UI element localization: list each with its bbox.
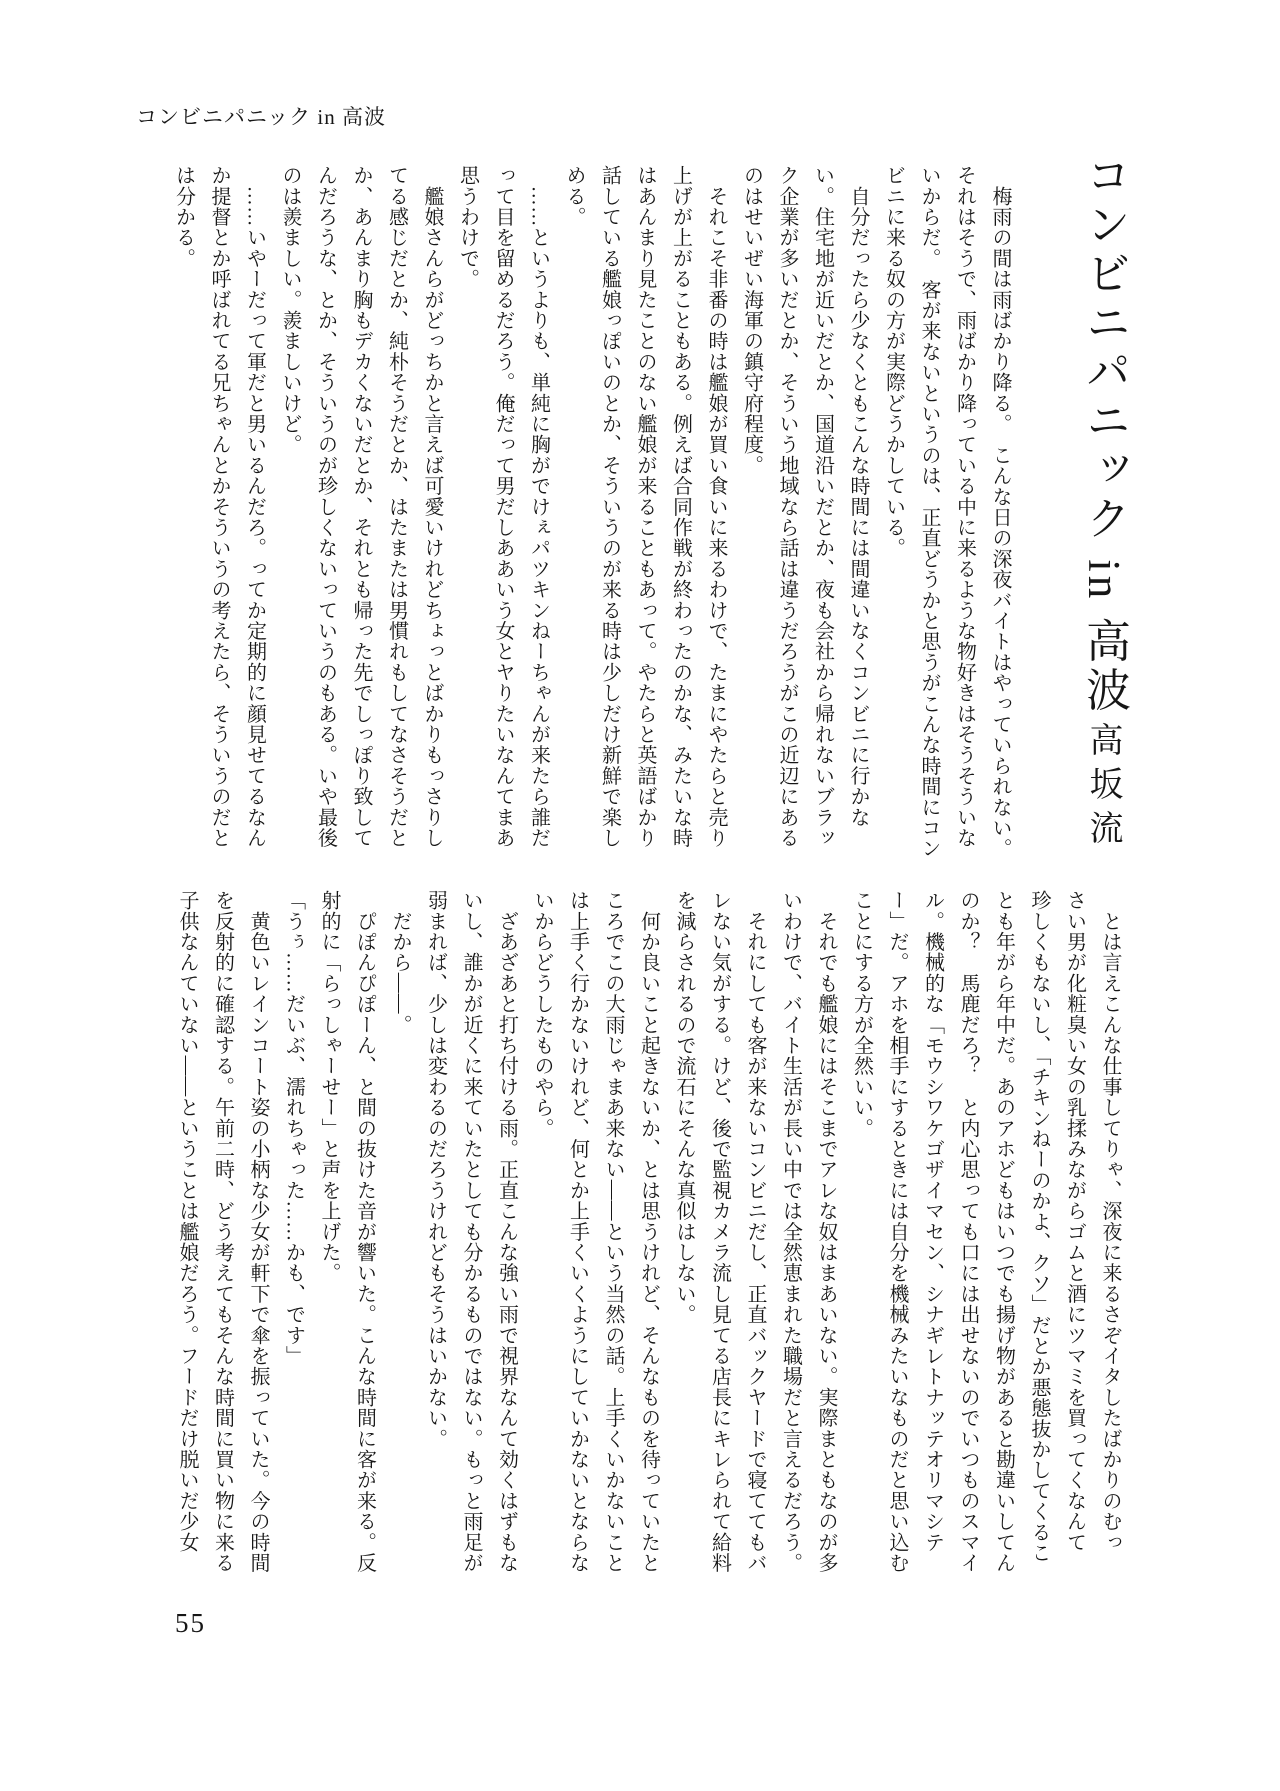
text-line: 上げが上がることもある。例えば合同作戦が終わったのかな、みたいな時: [669, 165, 692, 849]
running-header: コンビニパニック in 高波: [136, 105, 386, 129]
text-line: いからだ。 客が来ないというのは、正直どうかと思うがこんな時間にコン: [918, 165, 940, 859]
text-line: 黄色いレインコート姿の小柄な少女が軒下で傘を振っていた。今の時間: [247, 890, 269, 1574]
text-line: か、あんまり胸もデカくないだとか、それとも帰った先でしっぽり致して: [350, 165, 372, 849]
text-line: 「うぅ……だいぶ、濡れちゃった……かも、です」: [282, 890, 305, 1367]
text-line: ころでこの大雨じゃまあ来ない――という当然の話。上手くいかないこと: [602, 890, 624, 1574]
text-line: とも年がら年中だ。あのアホどもはいつでも揚げ物があると勘違いしてん: [992, 890, 1015, 1574]
text-line: は上手く行かないけれど、何とか上手くいくようにしていかないとならな: [566, 890, 589, 1574]
text-line: ク企業が多いだとか、そういう地域なら話は違うだろうがこの近辺にある: [776, 165, 798, 849]
text-line: 艦娘さんらがどっちかと言えば可愛いけれどちょっとばかりもっさりし: [421, 165, 443, 849]
text-line: める。: [563, 165, 585, 228]
text-line: いわけで、バイト生活が長い中では全然恵まれた職場だと言えるだろう。: [779, 890, 802, 1574]
text-line: それこそ非番の時は艦娘が買い食いに来るわけで、たまにやたらと売り: [705, 165, 727, 849]
text-line: それはそうで、雨ばかり降っている中に来るような物好きはそうそういな: [953, 165, 976, 849]
text-line: んだろうな、とか、そういうのが珍しくないっていうのもある。いや最後: [314, 165, 337, 849]
text-line: 子供なんていない――ということは艦娘だろう。フードだけ脱いだ少女: [176, 890, 198, 1553]
text-line: を減らされるので流石にそんな真似はしない。: [673, 890, 695, 1325]
text-line: 珍しくもないし、「チキンねーのかよ、クソ」だとか悪態抜かしてくるこ: [1028, 890, 1050, 1564]
text-line: 射的に「らっしゃーせー」と声を上げた。: [318, 890, 340, 1284]
text-line: ……というよりも、単純に胸がでけぇパツキンねーちゃんが来たら誰だ: [527, 165, 550, 849]
text-line: だから――。: [389, 890, 411, 1035]
text-line: のか？ 馬鹿だろ？ と内心思っても口には出せないのでいつものスマイ: [957, 890, 979, 1574]
page-number: 55: [175, 1608, 206, 1638]
bottom-text-section: [169, 890, 1128, 1602]
author-name: 高坂流: [1084, 722, 1121, 854]
text-line: レない気がする。けど、後で監視カメラ流し見てる店長にキレられて給料: [708, 890, 731, 1574]
story-title: コンビニパニック in 高波: [1079, 152, 1129, 716]
text-line: 話している艦娘っぽいのとか、そういうのが来る時は少しだけ新鮮で楽し: [598, 165, 621, 849]
text-line: それにしても客が来ないコンビニだし、正直バックヤードで寝ててもバ: [744, 890, 766, 1574]
text-line: ……いやーだって軍だと男いるんだろ。ってか定期的に顔見せてるなん: [243, 165, 266, 849]
text-line: のは羨ましい。羨ましいけど。: [279, 165, 301, 455]
text-line: それでも艦娘にはそこまでアレな奴はまあいない。実際まともなのが多: [815, 890, 837, 1574]
text-line: ビニに来る奴の方が実際どうかしている。: [882, 165, 905, 559]
text-line: いし、誰かが近くに来ていたとしても分かるものではない。もっと雨足が: [460, 890, 482, 1574]
text-line: さい男が化粧臭い女の乳揉みながらゴムと酒にツマミを買ってくなんて: [1063, 890, 1086, 1553]
text-line: ル。機械的な「モウシワケゴザイマセン、シナギレトナッテオリマシテ: [921, 890, 944, 1553]
text-line: 何か良いこと起きないか、とは思うけれど、そんなものを待っていたと: [637, 890, 660, 1574]
text-line: 自分だったら少なくともこんな時間には間違いなくコンビニに行かな: [847, 165, 869, 828]
text-line: を反射的に確認する。午前二時、どう考えてもそんな時間に買い物に来る: [211, 890, 234, 1574]
text-line: とは言えこんな仕事してりゃ、深夜に来るさぞイタしたばかりのむっ: [1099, 890, 1121, 1553]
text-line: 弱まれば、少しは変わるのだろうけれどもそうはいかない。: [424, 890, 447, 1449]
text-line: いからどうしたものやら。: [531, 890, 553, 1139]
text-line: は分かる。: [172, 165, 195, 269]
text-line: ー」だ。アホを相手にするときには自分を機械みたいなものだと思い込む: [886, 890, 908, 1574]
text-line: のはせいぜい海軍の鎮守府程度。: [740, 165, 763, 476]
text-line: ぴぽんぴぽーん、と間の抜けた音が響いた。こんな時間に客が来る。反: [353, 890, 376, 1574]
text-line: はあんまり見たことのない艦娘が来ることもあって。やたらと英語ばかり: [634, 165, 656, 849]
text-line: 思うわけで。: [456, 165, 479, 290]
text-line: 梅雨の間は雨ばかり降る。 こんな日の深夜バイトはやっていられない。: [989, 165, 1011, 859]
text-line: てる感じだとか、純朴そうだとか、はたまたは男慣れもしてなさそうだと: [385, 165, 408, 849]
text-line: って目を留めるだろう。俺だって男だしああいう女とヤりたいなんてまあ: [492, 165, 514, 849]
text-line: ことにする方が全然いい。: [850, 890, 873, 1139]
text-line: い。住宅地が近いだとか、国道沿いだとか、夜も会社から帰れないブラッ: [811, 165, 834, 849]
top-text-section: [165, 165, 1017, 867]
text-line: か提督とか呼ばれてる兄ちゃんとかそういうの考えたら、そういうのだと: [208, 165, 230, 849]
text-line: ざあざあと打ち付ける雨。正直こんな強い雨で視界なんて効くはずもな: [495, 890, 518, 1574]
